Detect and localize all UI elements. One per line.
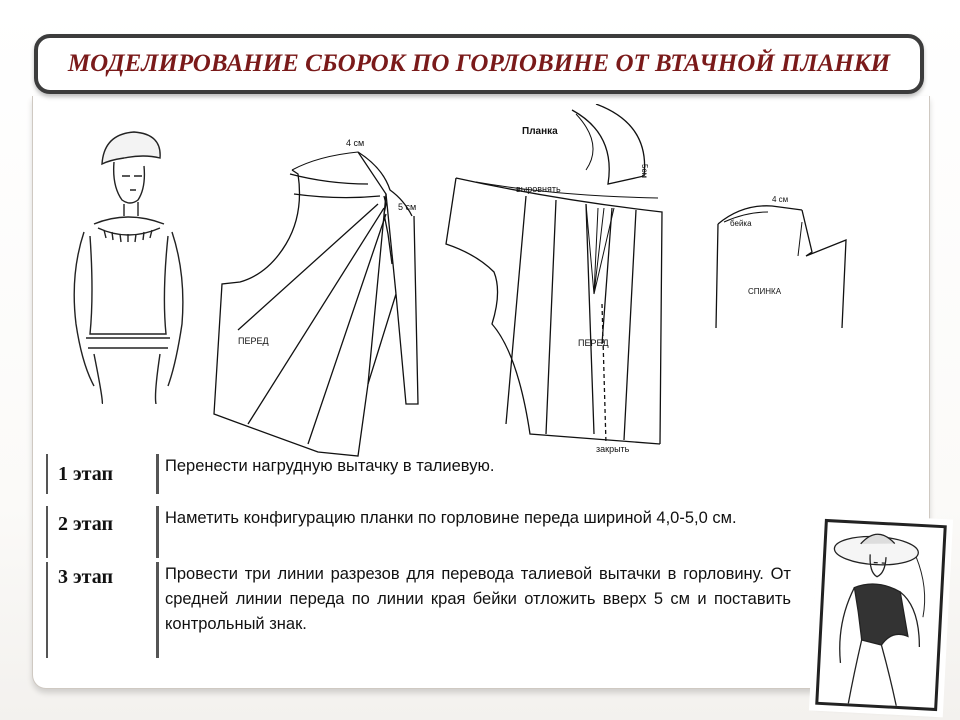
label-front-2: ПЕРЕД [578,338,609,348]
title-box [34,34,924,94]
pattern-front-darts [208,134,434,460]
step-label: 2 этап [46,506,156,558]
step-label: 3 этап [46,562,156,658]
step-text: Провести три линии разрезов для перевода талиевой вытачки в горловину. От средней линии переда по линии края бейки отложить вверх 5 см и поставить контрольный знак. [156,562,791,658]
step-row [46,454,825,494]
label-binding: бейка [730,219,752,228]
fashion-sketch-hat [815,519,947,711]
step-text: Наметить конфигурацию планки по горловине переда шириной 4,0-5,0 см. [156,506,825,558]
label-4cm: 4 см [346,138,365,148]
label-close: закрыть [596,444,630,454]
step-row [46,506,825,558]
label-plank: Планка [522,126,558,137]
step-label: 1 этап [46,454,156,494]
pattern-back [702,182,864,330]
label-4cm-back: 4 см [772,195,789,204]
label-5cm: 5 см [398,202,417,212]
page-title: МОДЕЛИРОВАНИЕ СБОРОК ПО ГОРЛОВИНЕ ОТ ВТАЧНОЙ ПЛАНКИ [67,50,891,77]
label-front: ПЕРЕД [238,336,269,346]
step-row [46,562,791,658]
fashion-sketch-top [64,124,190,404]
label-back: СПИНКА [748,287,782,296]
label-align: выровнять [516,184,561,194]
label-5cm-plank: 5см [640,164,649,178]
pattern-front-plank [436,104,670,464]
step-text: Перенести нагрудную вытачку в талиевую. [156,454,825,494]
